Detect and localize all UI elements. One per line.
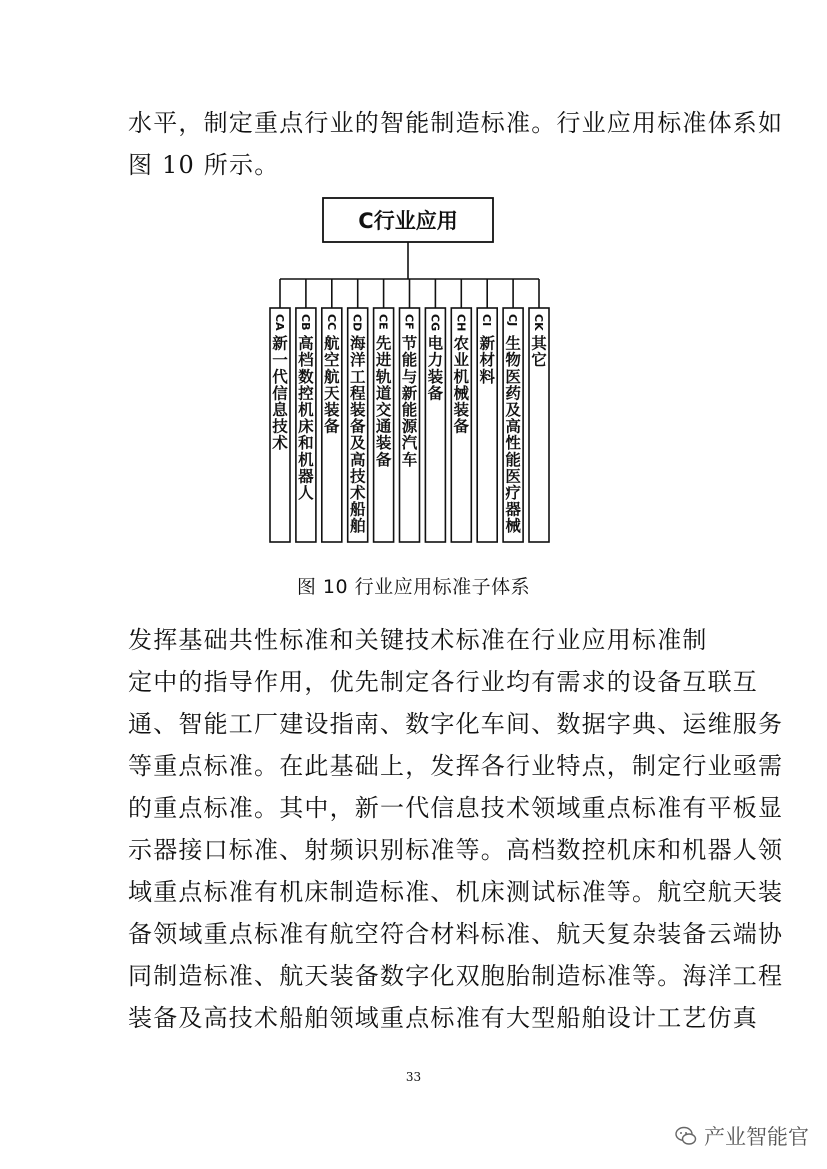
svg-text:档: 档 [298,351,314,370]
svg-text:能: 能 [505,450,521,469]
child-label [297,314,314,502]
figure-caption: 图 10 行业应用标准子体系 [296,576,531,598]
svg-text:技: 技 [349,467,366,486]
svg-text:信: 信 [272,384,288,403]
svg-text:装: 装 [453,401,470,419]
body-line-5: 的重点标准。其中，新一代信息技术领域重点标准有平板显 [128,794,784,822]
svg-text:器: 器 [505,500,521,519]
intro-line-1: 水平，制定重点行业的智能制造标准。行业应用标准体系如 [128,109,784,137]
svg-text:术: 术 [272,434,288,453]
svg-text:机: 机 [298,450,314,469]
svg-text:轨: 轨 [375,367,392,386]
child-label [504,314,521,535]
svg-text:术: 术 [349,484,366,502]
svg-text:能: 能 [401,401,418,419]
svg-text:洋: 洋 [349,351,366,370]
svg-text:农: 农 [453,334,470,353]
svg-text:电: 电 [427,334,444,353]
svg-text:CD: CD [350,314,364,332]
svg-text:高: 高 [505,417,521,436]
svg-text:备: 备 [375,450,392,469]
body-line-2: 定中的指导作用，优先制定各行业均有需求的设备互联互 [128,668,758,696]
svg-text:天: 天 [324,384,340,403]
svg-text:CG: CG [428,314,442,332]
svg-text:空: 空 [324,351,340,370]
svg-text:料: 料 [479,367,495,386]
svg-text:及: 及 [349,434,366,453]
body-line-7: 域重点标准有机床制造标准、机床测试标准等。航空航天装 [128,878,784,906]
svg-text:高: 高 [349,450,366,469]
child-label [531,314,548,369]
svg-text:装: 装 [324,401,340,419]
svg-text:通: 通 [375,417,392,436]
child-label [402,314,418,469]
svg-text:CF: CF [402,314,416,330]
svg-text:械: 械 [453,384,470,403]
svg-text:备: 备 [427,384,444,403]
body-line-10: 装备及高技术船舶领域重点标准有大型船舶设计工艺仿真 [128,1004,758,1032]
svg-text:与: 与 [401,367,418,386]
svg-text:能: 能 [401,351,418,370]
svg-text:疗: 疗 [505,484,521,502]
body-line-6: 示器接口标准、射频识别标准等。高档数控机床和机器人领 [128,836,784,864]
svg-text:控: 控 [298,384,314,403]
body-line-4: 等重点标准。在此基础上，发挥各行业特点，制定行业亟需 [128,752,784,780]
svg-text:床: 床 [298,417,314,436]
svg-text:人: 人 [298,484,314,502]
svg-text:医: 医 [505,467,521,486]
svg-text:源: 源 [401,417,418,436]
svg-text:它: 它 [531,351,547,370]
svg-text:新: 新 [479,334,495,353]
svg-text:海: 海 [349,334,366,353]
svg-text:代: 代 [272,367,288,386]
svg-text:一: 一 [272,351,288,370]
svg-text:汽: 汽 [401,434,418,453]
body-line-1: 发挥基础共性标准和关键技术标准在行业应用标准制 [128,626,708,654]
svg-text:物: 物 [505,351,521,370]
svg-text:备: 备 [453,417,470,436]
watermark-text: 产业智能官 [704,1125,809,1149]
svg-text:和: 和 [298,434,314,453]
intro-line-2: 图 10 所示。 [128,151,280,179]
svg-text:CB: CB [298,314,312,331]
svg-text:械: 械 [505,517,521,536]
svg-text:医: 医 [505,367,521,386]
svg-text:力: 力 [427,351,444,370]
svg-text:进: 进 [375,351,392,370]
svg-text:备: 备 [324,417,340,436]
svg-text:道: 道 [375,384,392,403]
svg-text:先: 先 [375,334,392,353]
watermark [674,1121,809,1151]
svg-text:CE: CE [376,314,390,330]
child-label [349,314,366,535]
svg-text:舶: 舶 [349,517,366,536]
svg-text:药: 药 [505,384,521,403]
svg-text:技: 技 [272,417,288,436]
child-label [479,314,495,386]
svg-text:新: 新 [272,334,288,353]
svg-text:生: 生 [505,334,521,353]
svg-text:装: 装 [349,401,366,419]
svg-text:材: 材 [479,351,495,370]
svg-text:新: 新 [401,384,418,403]
svg-text:工: 工 [349,367,366,386]
svg-text:车: 车 [401,450,418,469]
svg-text:CJ: CJ [506,314,520,327]
child-label [428,314,444,402]
svg-text:CA: CA [273,314,286,331]
svg-text:息: 息 [272,401,288,419]
body-line-3: 通、智能工厂建设指南、数字化车间、数据字典、运维服务 [128,710,784,738]
body-line-8: 备领域重点标准有航空符合材料标准、航天复杂装备云端协 [128,920,784,948]
svg-text:高: 高 [298,334,314,353]
child-label [375,314,392,469]
svg-text:机: 机 [453,367,470,386]
standard-system-diagram [0,0,827,570]
svg-text:程: 程 [349,384,366,403]
svg-text:航: 航 [324,334,340,353]
svg-text:业: 业 [453,351,470,370]
svg-text:性: 性 [505,434,521,453]
svg-text:交: 交 [375,401,392,419]
svg-text:船: 船 [349,500,366,519]
svg-text:装: 装 [375,434,392,453]
chat-bubble-icon [674,1124,698,1148]
root-label: C行业应用 [358,209,458,233]
svg-text:CH: CH [454,314,468,332]
svg-text:其: 其 [531,334,547,353]
body-line-9: 同制造标准、航天装备数字化双胞胎制造标准等。海洋工程 [128,962,784,990]
svg-text:器: 器 [298,467,314,486]
svg-text:CI: CI [480,314,494,327]
svg-text:数: 数 [298,367,314,386]
svg-text:节: 节 [401,334,418,353]
svg-text:装: 装 [427,367,444,386]
svg-text:及: 及 [505,401,521,419]
svg-text:CK: CK [532,314,545,331]
child-label [271,314,288,452]
svg-text:机: 机 [298,401,314,419]
svg-text:备: 备 [349,417,366,436]
svg-text:CC: CC [324,314,338,331]
page-number: 33 [405,1070,422,1084]
svg-text:航: 航 [324,367,340,386]
